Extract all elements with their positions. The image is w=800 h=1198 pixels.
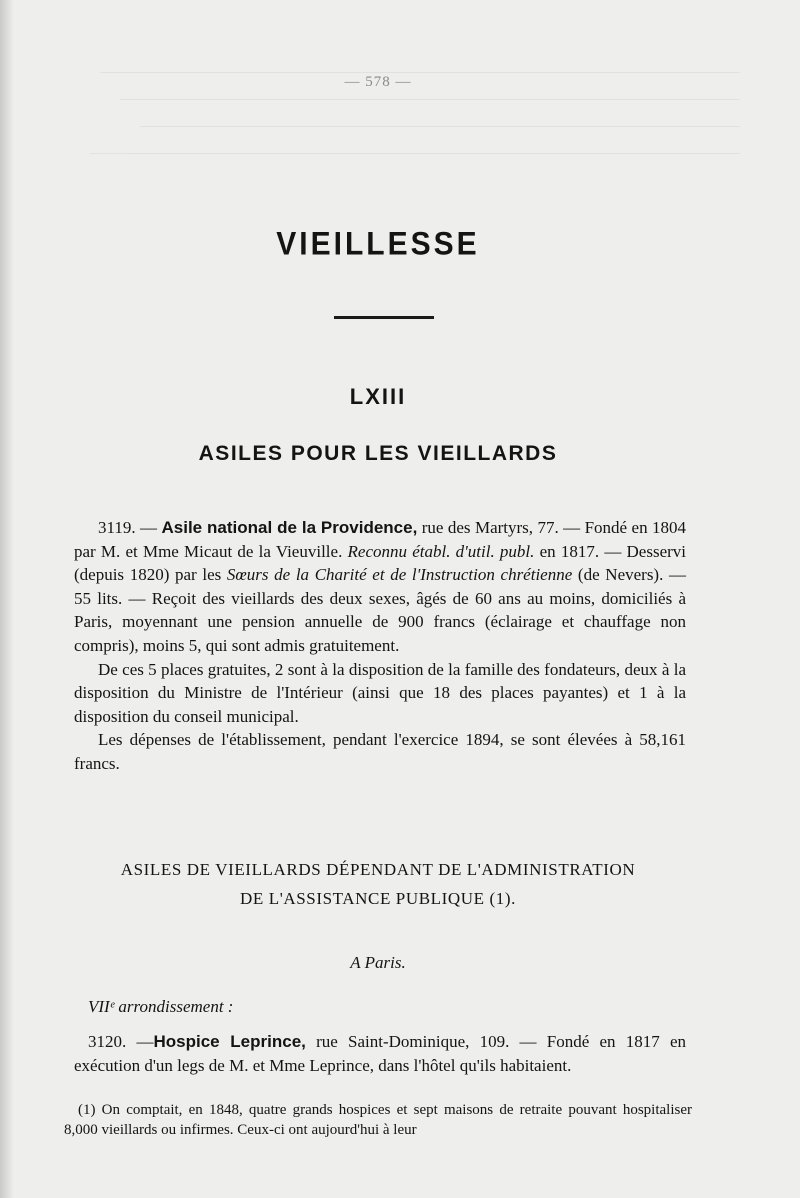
chapter-title: ASILES POUR LES VIEILLARDS <box>198 442 558 465</box>
entry-3119 <box>74 516 686 776</box>
footnote-text: (1) On comptait, en 1848, quatre grands hospices et sept maisons de retraite pouvant hospitaliser 8,000 vieillards ou infirmes. Ceux-ci ont aujourd'hui à leur <box>64 1102 692 1138</box>
footnote <box>64 1100 692 1140</box>
entry-3119-paragraph-2: De ces 5 places gratuites, 2 sont à la disposition de la famille des fondateurs, deux à la disposition du Ministre de l'Intérieur (ainsi que 18 des places payantes) et 1 à la disposition du conseil municipal. <box>74 659 686 726</box>
entry-3119-paragraph-1 <box>74 516 686 658</box>
institution-name: Asile national de la Providence, <box>161 518 418 537</box>
entry-3120 <box>74 1030 686 1077</box>
entry-number: 3120. — <box>88 1032 154 1051</box>
subheading: A Paris. <box>350 953 406 972</box>
title-divider <box>334 316 434 319</box>
entry-3119-paragraph-3: Les dépenses de l'établissement, pendant l'exercice 1894, se sont élevées à 58,161 francs. <box>74 730 686 773</box>
entry-number: 3119. — <box>98 518 158 537</box>
congregation-name: Sœurs de la Charité et de l'Instruction chrétienne <box>226 565 573 585</box>
entry-3120-paragraph <box>74 1030 686 1077</box>
chapter-number: LXIII <box>349 384 407 409</box>
institution-name: Hospice Leprince, <box>153 1032 306 1051</box>
binding-shadow <box>0 0 14 1198</box>
page-number: — 578 — <box>344 74 412 90</box>
arrondissement-heading: VIIᵉ arrondissement : <box>88 997 234 1016</box>
entry-text: rue des Martyrs, 77. — Fondé en 1804 par M. et Mme Micaut de la Vieuville. <box>74 518 686 561</box>
entry-text: (de Nevers). — 55 lits. — Reçoit des vieillards des deux sexes, âgés de 60 ans au moins, domiciliés à Paris, moyennant une pension annuelle de 900 francs (éclairage et chauffage non compris), moins 5, qui sont admis gratuitement. <box>74 565 686 655</box>
entry-text: en 1817. — Desservi (depuis 1820) par les <box>74 541 687 585</box>
section-heading-line-1: ASILES DE VIEILLARDS DÉPENDANT DE L'ADMINISTRATION <box>120 860 636 879</box>
page-title: VIEILLESSE <box>276 226 480 263</box>
entry-text: rue Saint-Dominique, 109. — Fondé en 1817 en exécution d'un legs de M. et Mme Leprince, dans l'hôtel qu'ils habitaient. <box>74 1032 686 1075</box>
entry-text-italic: Reconnu établ. d'util. publ. <box>347 541 535 561</box>
section-heading-line-2: DE L'ASSISTANCE PUBLIQUE (1). <box>240 889 516 908</box>
